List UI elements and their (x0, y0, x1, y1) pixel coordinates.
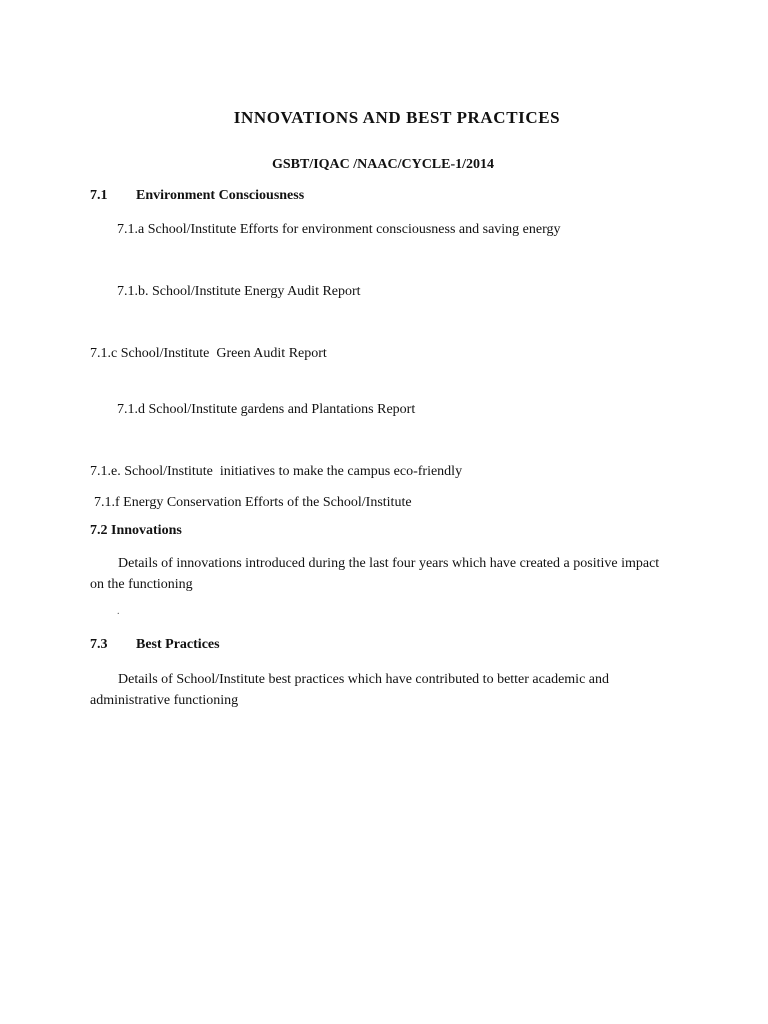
section-7-1-heading (90, 187, 304, 205)
section-7-1-title: Environment Consciousness (136, 188, 305, 203)
item-7-1-a: 7.1.a School/Institute Efforts for environment consciousness and saving energy (117, 222, 561, 237)
document-title: INNOVATIONS AND BEST PRACTICES (233, 108, 561, 127)
section-7-1-number: 7.1 (90, 188, 108, 203)
section-7-2-heading: 7.2 Innovations (90, 523, 182, 538)
section-7-2-marker: . (117, 606, 120, 617)
section-7-3-number: 7.3 (90, 637, 108, 652)
item-7-1-b: 7.1.b. School/Institute Energy Audit Report (117, 284, 361, 299)
section-7-3-details: Details of School/Institute best practices which have contributed to better academic and administrative functioning (90, 672, 609, 708)
item-7-1-e: 7.1.e. School/Institute initiatives to make the campus eco-friendly (90, 464, 463, 479)
item-7-1-d: 7.1.d School/Institute gardens and Plantations Report (117, 402, 416, 417)
item-7-1-c: 7.1.c School/Institute Green Audit Report (90, 346, 327, 361)
section-7-3-title: Best Practices (136, 637, 220, 652)
document-code: GSBT/IQAC /NAAC/CYCLE-1/2014 (271, 157, 495, 172)
item-7-1-f: 7.1.f Energy Conservation Efforts of the School/Institute (94, 495, 412, 510)
section-7-2-details: Details of innovations introduced during the last four years which have created a positive impact on the functioning (90, 556, 660, 592)
section-7-3-heading (90, 636, 220, 654)
